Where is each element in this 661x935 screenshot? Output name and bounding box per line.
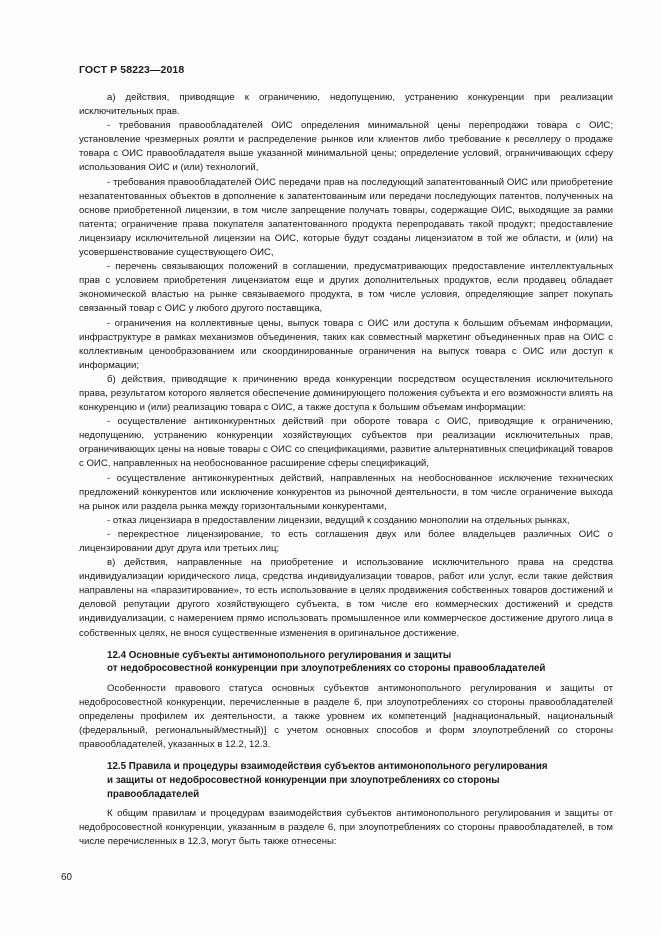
page-number: 60 xyxy=(61,872,72,883)
paragraph-b: б) действия, приводящие к причинению вреда конкуренции посредством осуществления исключительного права, результатом которого является обеспечение доминирующего положения субъекта и его возможности влиять на конкуренцию и (или) реализацию товара с ОИС, а также доступа к большим объемам информации: xyxy=(79,373,613,414)
paragraph-b-item-4: - перекрестное лицензирование, то есть соглашения двух или более владельцев различных ОИС о лицензировании друг друга или третьих лиц; xyxy=(79,528,613,554)
paragraph-v: в) действия, направленные на приобретение и использование исключительного права на средства индивидуализации юридического лица, средства индивидуализации товаров, работ или услуг, если такие действия направлены на «паразитирование», то есть использование в целях продвижения собственных товаров достижений и деловой репутации другого хозяйствующего субъекта, в том числе его коммерческих достижений и средств индивидуализации, с намерением прямо использовать промышленное или коммерческое достижение другого лица в собственных целях, не внося существенные изменения в оригинальное достижение. xyxy=(79,557,613,639)
paragraph-a-item-3: - перечень связывающих положений в соглашении, предусматривающих предоставление интеллектуальных прав с условием приобретения лицензиатом еще и других дополнительных продуктов, если продавец обладает экономической властью на рынке связываемого продукта, в том числе условия, определяющие запрет покупать связанный товар с ОИС у любого другого поставщика, xyxy=(79,261,613,315)
paragraph-b-item-3: - отказ лицензиара в предоставлении лицензии, ведущий к созданию монополии на отдельных рынках, xyxy=(107,514,570,526)
paragraph-a: а) действия, приводящие к ограничению, недопущению, устранению конкуренции при реализации исключительных прав. xyxy=(79,92,613,118)
section-12-5-heading xyxy=(79,760,613,801)
section-12-5-text: К общим правилам и процедурам взаимодействия субъектов антимонопольного регулирования и защиты от недобросовестной конкуренции, указанным в разделе 6, при злоупотреблениях со стороны правообладателей, в том числе перечисленных в 12.3, могут быть также отнесены: xyxy=(79,808,613,848)
paragraph-a-item-2: - требования правообладателей ОИС передачи прав на последующий запатентованный ОИС или приобретение незапатентованных объектов в дополнение к запатентованным или передачи последующих патентов, полученных на основе приобретенной лицензии, в том числе запрещение получать товары, содержащие ОИС, выходящие за рамки патента; ограничение права покупателя запатентованного продукта перепродавать такой продукт; предоставление лицензиару исключительной лицензии на ОИС, которые будут созданы лицензиатом в той же области, и (или) на усовершенствование существующего ОИС, xyxy=(79,176,613,259)
paragraph-a-item-4: - ограничения на коллективные цены, выпуск товара с ОИС или доступа к большим объемам информации, инфраструктуре в рамках механизмов объединения, таких как совместный маркетинг объединенных прав на ОИС с коллективным ценообразованием или скоординированные ограничения на выпуск товара с ОИС или доступ к информации; xyxy=(79,317,613,371)
section-12-5-heading-line1: 12.5 Правила и процедуры взаимодействия субъектов антимонопольного регулирования xyxy=(107,761,548,773)
section-12-4-heading-line2: от недобросовестной конкуренции при злоупотреблениях со стороны правообладателей xyxy=(107,663,546,675)
paragraph-a-item-1: - требования правообладателей ОИС определения минимальной цены перепродажи товара с ОИС; установление чрезмерных роялти и распределение рынков или клиентов либо требование к реселлеру о продаже товара с ОИС правообладателя выше указанной минимальной цены; определение условий, ограничивающих сферу использования ОИС и (или) технологий, xyxy=(79,120,613,174)
document-code-header: ГОСТ Р 58223—2018 xyxy=(79,64,185,76)
section-12-4-text: Особенности правового статуса основных субъектов антимонопольного регулирования и защиты от недобросовестной конкуренции, перечисленные в разделе 6, при злоупотреблениях со стороны правообладателей определены профилем их деятельности, а также уровнем их компетенций [наднациональный, национальный (федеральный, региональный/местный)] с учетом основных способов и форм злоупотреблений со стороны правообладателей, указанных в 12.2, 12.3. xyxy=(79,682,613,751)
section-12-5-heading-line3: правообладателей xyxy=(107,788,200,800)
section-12-4-heading-line1: 12.4 Основные субъекты антимонопольного регулирования и защиты xyxy=(107,649,452,661)
paragraph-b-item-1: - осуществление антиконкурентных действий при обороте товара с ОИС, приводящие к ограничению, недопущению, устранению конкуренции хозяйствующих субъектов при реализации исключительных прав, ограничивающих цены на новые товары с ОИС со спецификациями, развитие альтернативных спецификаций товаров с ОИС, направленных на необоснованное расширение сферы спецификаций, xyxy=(79,416,613,470)
document-body xyxy=(79,91,613,849)
section-12-4-heading xyxy=(79,649,613,676)
paragraph-b-item-2: - осуществление антиконкурентных действий, направленных на необоснованное исключение технических предложений конкурентов или исключение конкурентов из рыночной деятельности, в том числе ограничение выхода на рынок или раздела рынка между горизонтальными конкурентами, xyxy=(79,472,613,512)
section-12-5-heading-line2: и защиты от недобросовестной конкуренции при злоупотреблениях со стороны xyxy=(107,774,500,786)
